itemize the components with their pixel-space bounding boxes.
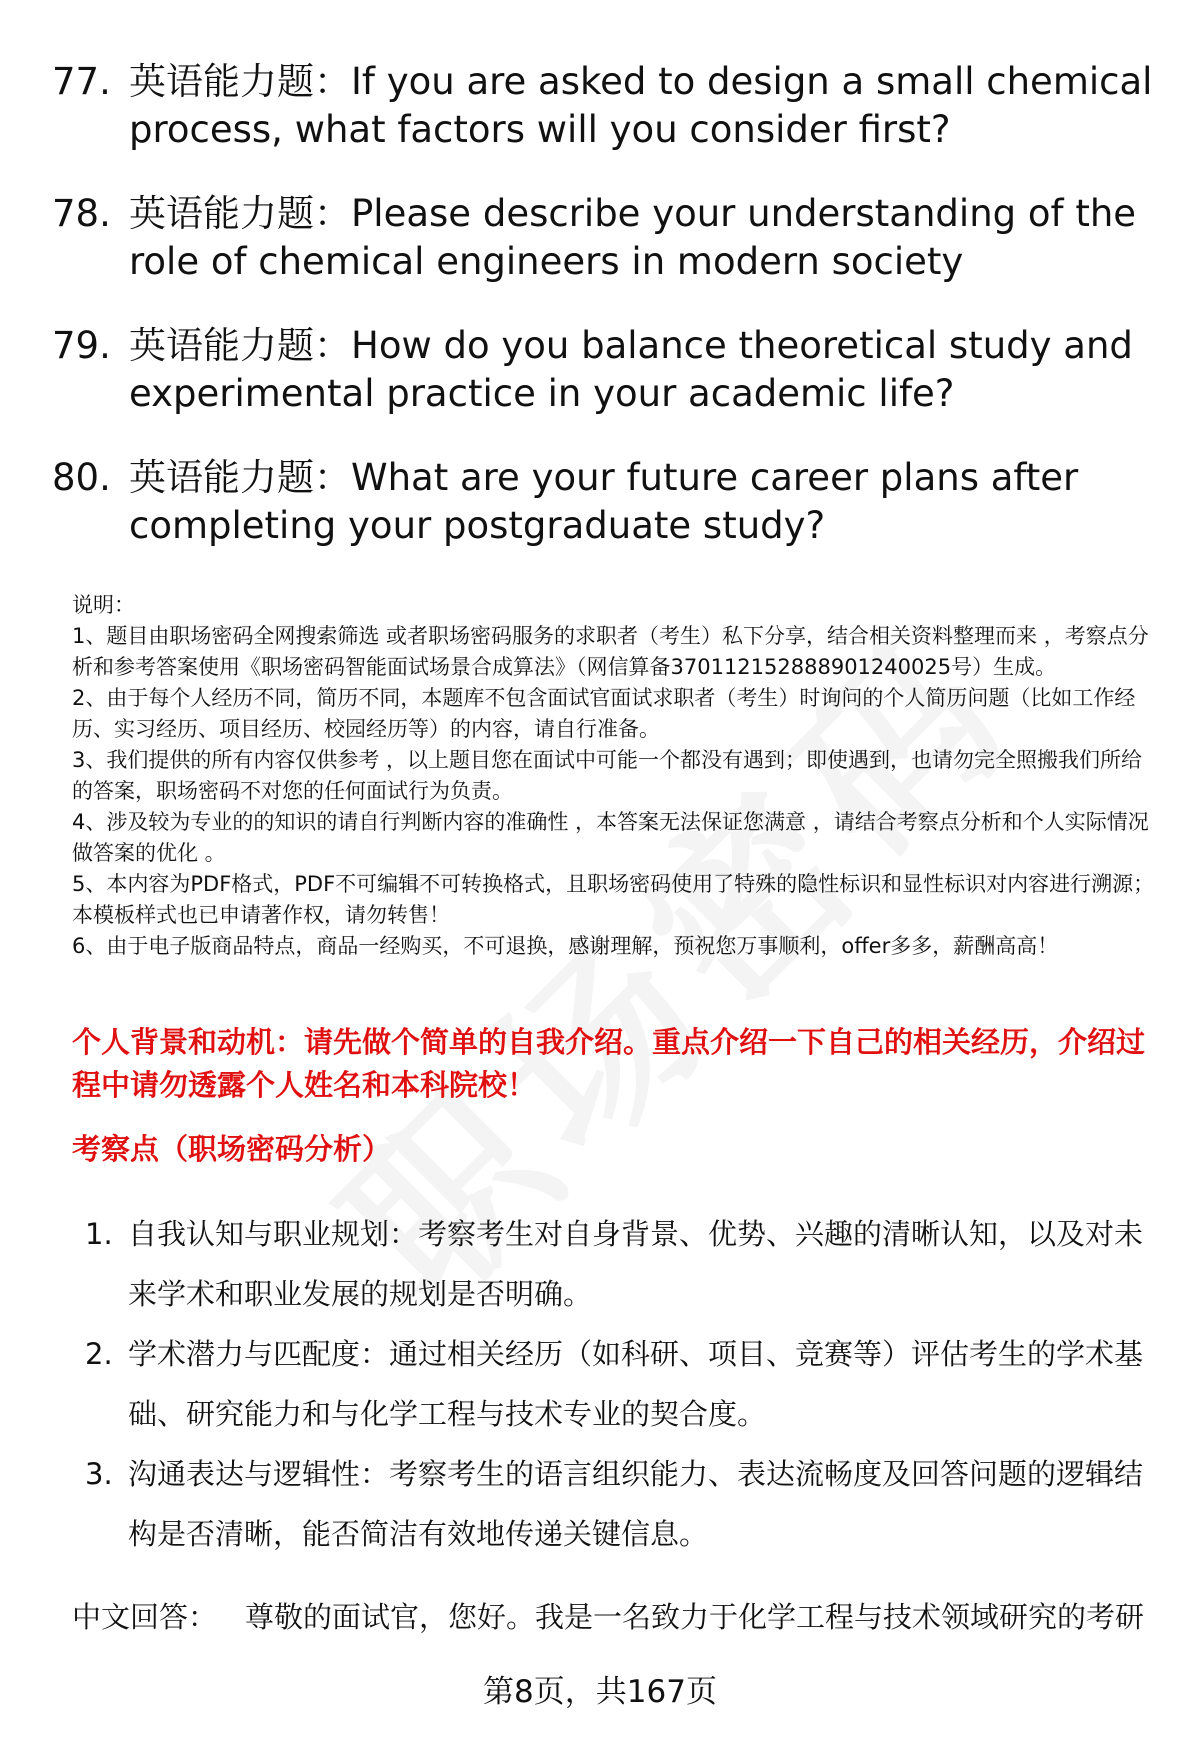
question-item — [52, 58, 1162, 154]
point-number: 1. — [85, 1217, 113, 1251]
answer-text: 尊敬的面试官，您好。我是一名致力于化学工程与技术领域研究的考研 — [245, 1600, 1145, 1634]
point-number: 3. — [85, 1457, 113, 1491]
notes-section — [72, 590, 1162, 962]
question-number: 80. — [52, 456, 111, 499]
question-list — [52, 58, 1162, 586]
note-item: 3、我们提供的所有内容仅供参考 ，以上题目您在面试中可能一个都没有遇到；即使遇到，也请勿完全照搬我们所给的答案，职场密码不对您的任何面试行为负责。 — [72, 748, 1143, 803]
analysis-points — [85, 1204, 1165, 1564]
answer-paragraph — [72, 1594, 1172, 1640]
note-item: 5、本内容为PDF格式，PDF不可编辑不可转换格式，且职场密码使用了特殊的隐性标识和显性标识对内容进行溯源；本模板样式也已申请著作权，请勿转售！ — [72, 872, 1155, 927]
point-text: 自我认知与职业规划：考察考生对自身背景、优势、兴趣的清晰认知，以及对未来学术和职业发展的规划是否明确。 — [128, 1217, 1144, 1311]
point-number: 2. — [85, 1337, 113, 1371]
note-item: 1、题目由职场密码全网搜索筛选 或者职场密码服务的求职者（考生）私下分享，结合相关资料整理而来 ，考察点分析和参考答案使用《职场密码智能面试场景合成算法》（网信算备370112152888901240025号）生成。 — [72, 624, 1149, 679]
motivation-question: 个人背景和动机：请先做个简单的自我介绍。重点介绍一下自己的相关经历，介绍过程中请勿透露个人姓名和本科院校！ — [72, 1025, 1146, 1102]
answer-label: 中文回答： — [72, 1600, 218, 1634]
analysis-point — [85, 1444, 1165, 1564]
question-text: 英语能力题：What are your future career plans after completing your postgraduate study? — [129, 456, 1079, 547]
note-item: 6、由于电子版商品特点，商品一经购买，不可退换，感谢理解，预祝您万事顺利，offer多多，薪酬高高！ — [72, 934, 1059, 958]
analysis-title: 考察点（职场密码分析） — [72, 1132, 392, 1166]
note-item: 4、涉及较为专业的的知识的请自行判断内容的准确性 ，本答案无法保证您满意 ，请结合考察点分析和个人实际情况做答案的优化 。 — [72, 810, 1149, 865]
question-number: 78. — [52, 192, 111, 235]
analysis-point — [85, 1324, 1165, 1444]
question-item — [52, 322, 1162, 418]
question-text: 英语能力题：How do you balance theoretical study and experimental practice in your academic life? — [129, 324, 1133, 415]
question-item — [52, 454, 1162, 550]
analysis-point — [85, 1204, 1165, 1324]
question-number: 77. — [52, 60, 111, 103]
question-text: 英语能力题：If you are asked to design a small chemical process, what factors will you consider first? — [129, 60, 1153, 151]
notes-title: 说明： — [72, 593, 135, 617]
question-number: 79. — [52, 324, 111, 367]
question-item — [52, 190, 1162, 286]
page-number: 第8页，共167页 — [483, 1674, 717, 1710]
point-text: 沟通表达与逻辑性：考察考生的语言组织能力、表达流畅度及回答问题的逻辑结构是否清晰，能否简洁有效地传递关键信息。 — [128, 1457, 1144, 1551]
note-item: 2、由于每个人经历不同，简历不同，本题库不包含面试官面试求职者（考生）时询问的个人简历问题（比如工作经历、实习经历、项目经历、校园经历等）的内容，请自行准备。 — [72, 686, 1136, 741]
point-text: 学术潜力与匹配度：通过相关经历（如科研、项目、竞赛等）评估考生的学术基础、研究能力和与化学工程与技术专业的契合度。 — [128, 1337, 1144, 1431]
question-text: 英语能力题：Please describe your understanding of the role of chemical engineers in modern society — [129, 192, 1137, 283]
